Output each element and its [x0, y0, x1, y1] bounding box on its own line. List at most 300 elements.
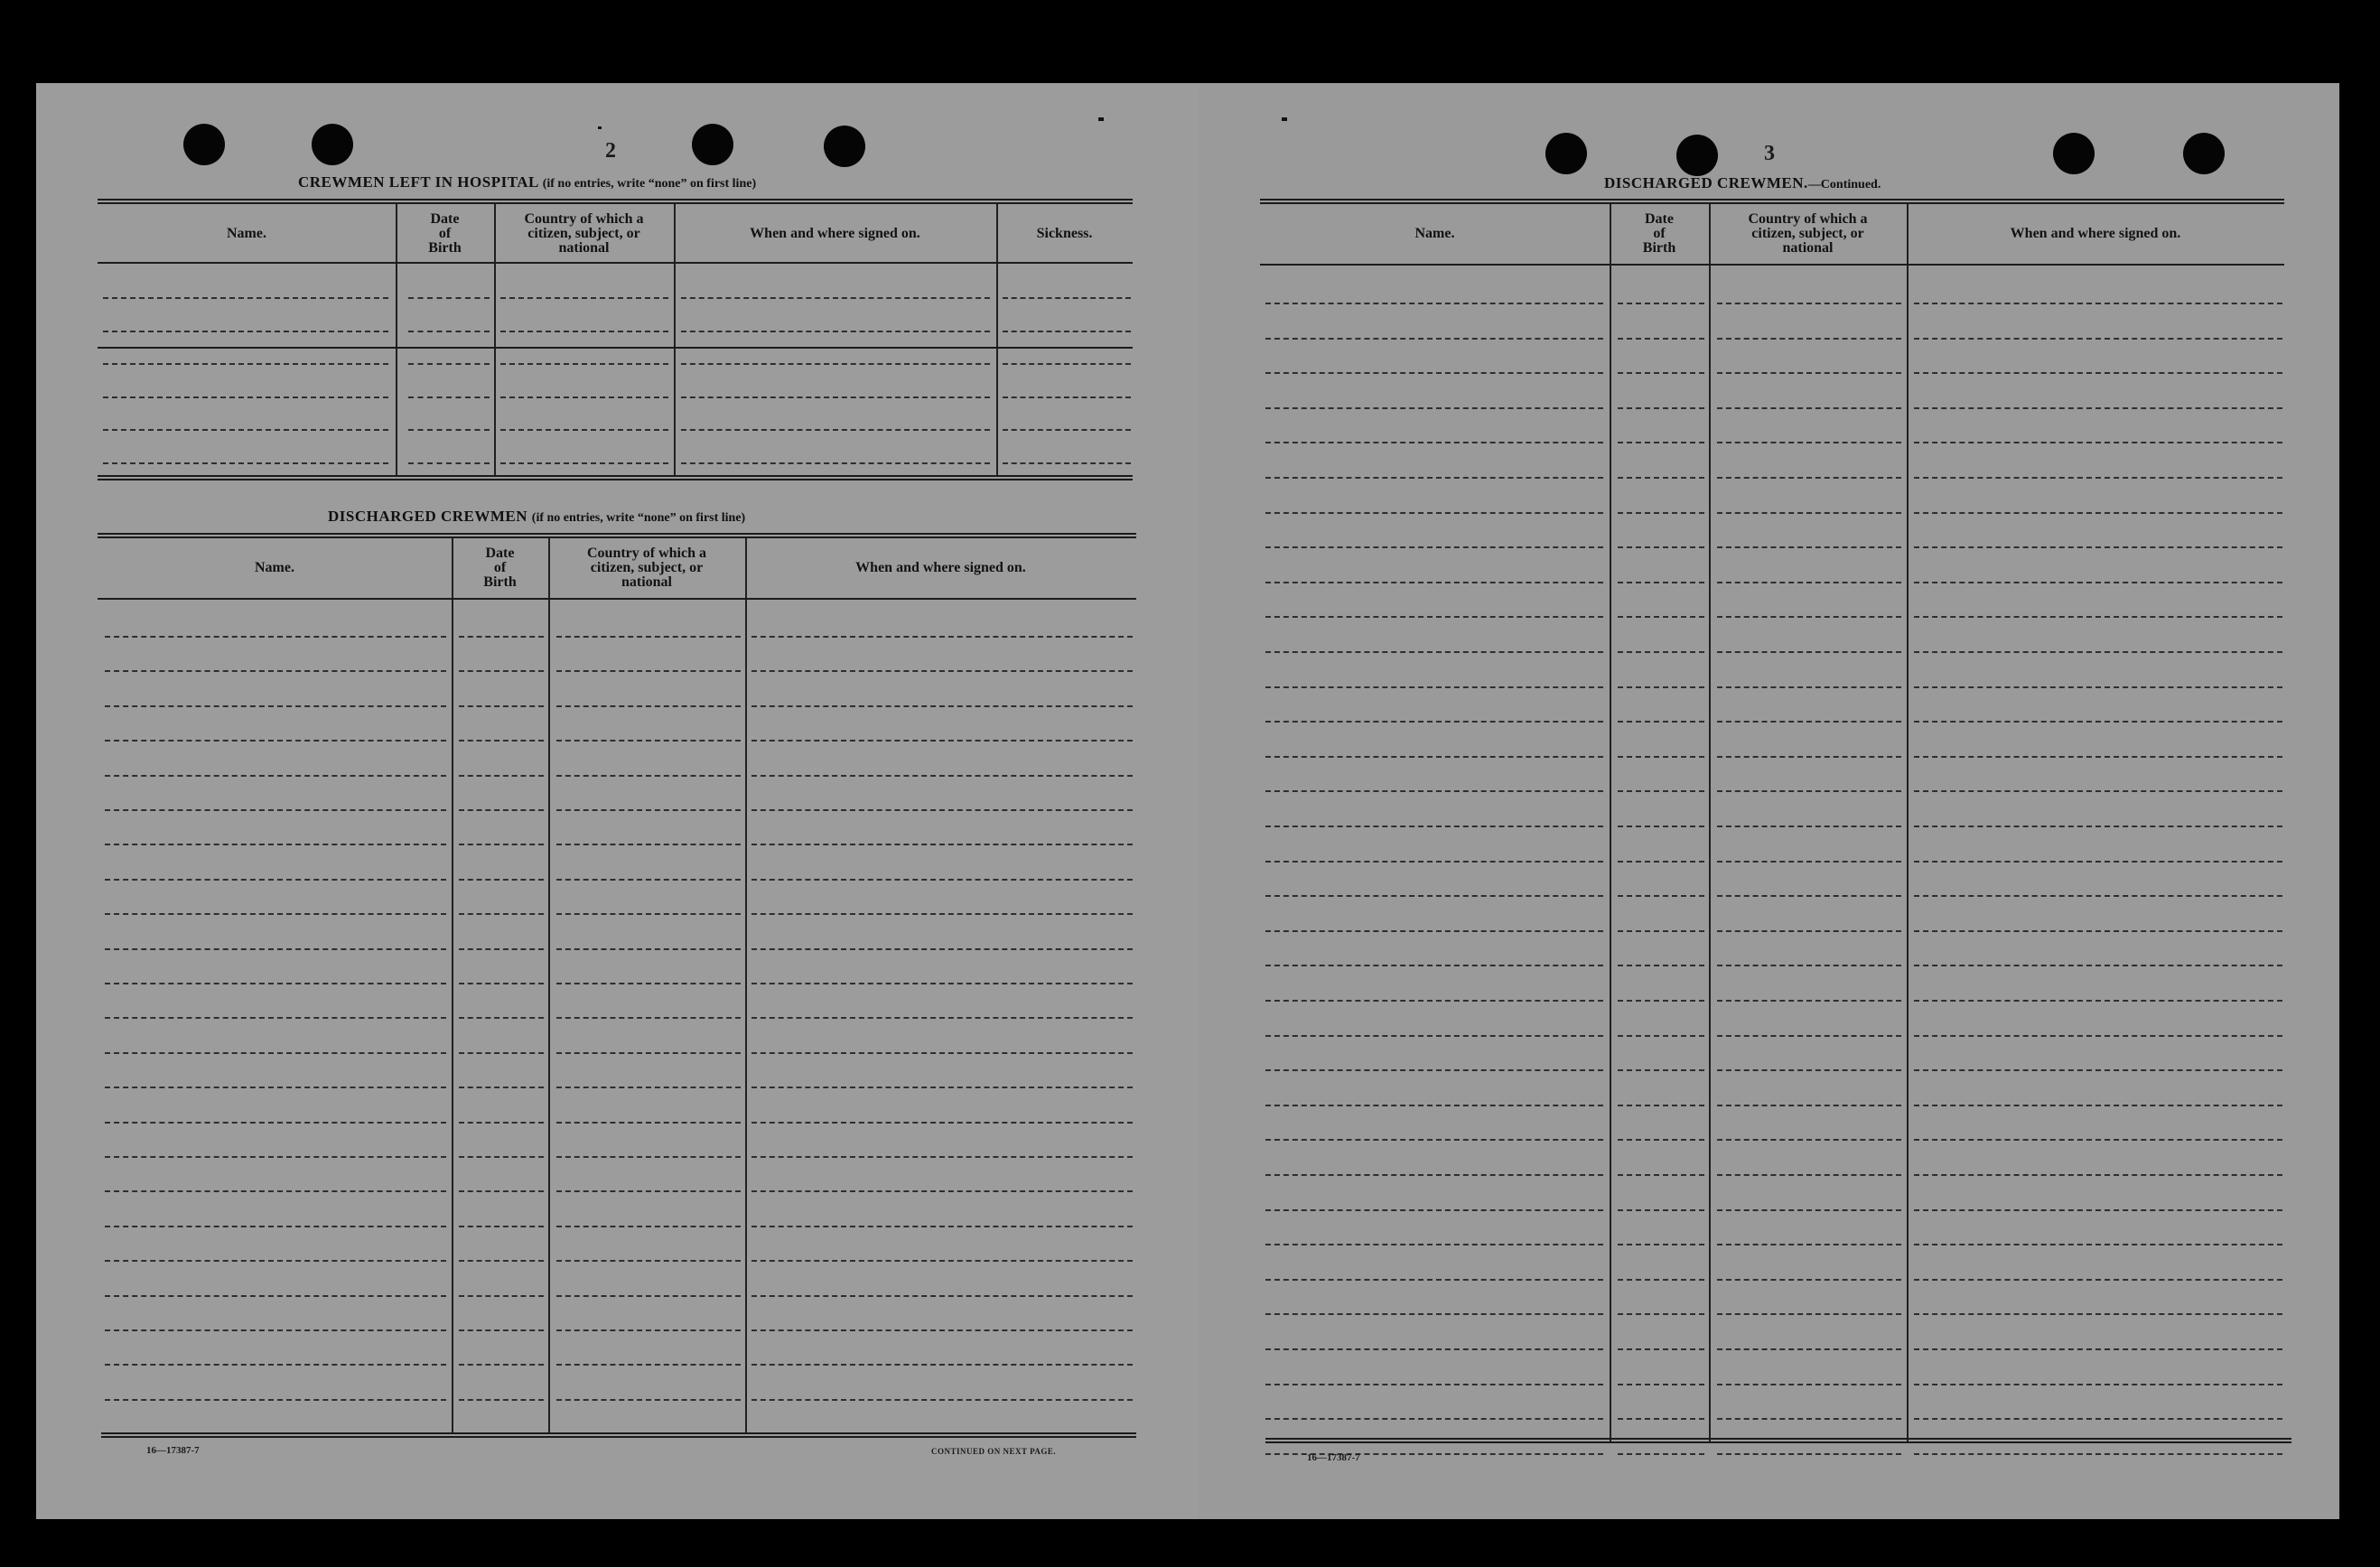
entry-line: [751, 1364, 1133, 1366]
entry-line: [1003, 331, 1131, 332]
entry-line: [103, 396, 388, 398]
punch-hole: [312, 124, 353, 165]
entry-line: [1914, 1313, 2282, 1315]
entry-line: [408, 429, 490, 431]
entry-line: [556, 705, 741, 707]
entry-line: [1265, 1384, 1603, 1385]
entry-line: [751, 636, 1133, 638]
entry-line: [1717, 1453, 1901, 1455]
entry-line: [1717, 1313, 1901, 1315]
entry-line: [1717, 861, 1901, 863]
header-underline: [98, 598, 1136, 600]
entry-line: [751, 1190, 1133, 1192]
dob-column-header: [1610, 204, 1709, 264]
entry-line: [556, 948, 741, 950]
entry-line: [1265, 1313, 1603, 1315]
entry-line: [1618, 1174, 1704, 1176]
entry-line: [1618, 1279, 1704, 1281]
entry-line: [408, 396, 490, 398]
entry-line: [1265, 372, 1603, 374]
punch-hole: [2053, 133, 2095, 174]
entry-line: [556, 1295, 741, 1297]
entry-line: [103, 331, 388, 332]
entry-line: [751, 844, 1133, 845]
entry-line: [1003, 363, 1131, 365]
entry-line: [1618, 1069, 1704, 1071]
speck: [1282, 117, 1287, 121]
punch-hole: [824, 126, 865, 167]
dob-line: Birth: [483, 574, 517, 590]
entry-line: [1914, 1384, 2282, 1385]
entry-line: [459, 1087, 544, 1088]
entry-line: [1914, 1453, 2282, 1455]
entry-line: [1265, 965, 1603, 966]
entry-line: [556, 1329, 741, 1331]
entry-line: [1003, 297, 1131, 299]
entry-line: [681, 396, 990, 398]
entry-line: [751, 1052, 1133, 1054]
entry-line: [105, 879, 446, 881]
entry-line: [459, 775, 544, 777]
entry-line: [105, 636, 446, 638]
entry-line: [751, 670, 1133, 672]
entry-line: [1717, 1069, 1901, 1071]
entry-line: [1618, 407, 1704, 409]
entry-line: [500, 297, 668, 299]
entry-line: [556, 983, 741, 984]
entry-line: [1265, 407, 1603, 409]
entry-line: [1265, 861, 1603, 863]
country-line: national: [1782, 240, 1834, 256]
entry-line: [1914, 407, 2282, 409]
entry-line: [1914, 442, 2282, 443]
country-line: Country of which a: [524, 211, 644, 227]
entry-line: [751, 948, 1133, 950]
entry-line: [105, 913, 446, 915]
entry-line: [1003, 396, 1131, 398]
entry-line: [1717, 1279, 1901, 1281]
entry-line: [1717, 1418, 1901, 1420]
column-divider: [1907, 204, 1909, 1441]
entry-line: [1914, 1279, 2282, 1281]
entry-line: [1618, 1418, 1704, 1420]
entry-line: [1717, 512, 1901, 514]
entry-line: [1265, 930, 1603, 932]
entry-line: [459, 1156, 544, 1158]
entry-line: [1914, 930, 2282, 932]
entry-line: [556, 1156, 741, 1158]
entry-line: [105, 705, 446, 707]
entry-line: [1618, 825, 1704, 827]
entry-line: [556, 844, 741, 845]
entry-line: [1914, 1069, 2282, 1071]
entry-line: [751, 740, 1133, 742]
discharged-continued-title: [1604, 174, 1881, 192]
entry-line: [105, 809, 446, 811]
hospital-section-title: [298, 173, 756, 191]
discharged-title-text: DISCHARGED CREWMEN: [328, 508, 528, 525]
entry-line: [105, 1052, 446, 1054]
entry-line: [556, 1399, 741, 1401]
entry-line: [1717, 1105, 1901, 1106]
continued-title-text: DISCHARGED CREWMEN.: [1604, 174, 1808, 191]
entry-line: [1618, 372, 1704, 374]
entry-line: [500, 396, 668, 398]
entry-line: [751, 1122, 1133, 1124]
entry-line: [1914, 1105, 2282, 1106]
entry-line: [1717, 442, 1901, 443]
entry-line: [751, 1295, 1133, 1297]
entry-line: [556, 1052, 741, 1054]
country-line: citizen, subject, or: [590, 560, 704, 575]
entry-line: [1717, 965, 1901, 966]
entry-line: [1265, 756, 1603, 758]
entry-line: [105, 670, 446, 672]
entry-line: [751, 1329, 1133, 1331]
entry-line: [105, 1295, 446, 1297]
entry-line: [1618, 965, 1704, 966]
entry-line: [1914, 825, 2282, 827]
entry-line: [1914, 303, 2282, 304]
entry-line: [459, 1052, 544, 1054]
page-number: 2: [605, 139, 616, 163]
dob-line: Birth: [1642, 240, 1676, 256]
entry-line: [105, 1017, 446, 1019]
entry-line: [1618, 686, 1704, 688]
entry-line: [1618, 790, 1704, 792]
column-divider: [1709, 204, 1711, 1441]
entry-line: [1618, 477, 1704, 479]
entry-line: [1618, 338, 1704, 340]
entry-line: [751, 1226, 1133, 1227]
entry-line: [105, 740, 446, 742]
entry-line: [1914, 1000, 2282, 1002]
entry-line: [103, 462, 388, 464]
entry-line: [459, 1190, 544, 1192]
entry-line: [1618, 1313, 1704, 1315]
entry-line: [556, 670, 741, 672]
entry-line: [103, 297, 388, 299]
entry-line: [105, 1399, 446, 1401]
entry-line: [459, 1329, 544, 1331]
entry-line: [1914, 861, 2282, 863]
entry-line: [1618, 651, 1704, 653]
entry-line: [1265, 1174, 1603, 1176]
entry-line: [1914, 1035, 2282, 1037]
entry-line: [105, 1364, 446, 1366]
entry-line: [459, 1399, 544, 1401]
hospital-table: [98, 204, 1133, 477]
column-divider: [548, 538, 550, 1434]
country-line: Country of which a: [586, 546, 706, 561]
entry-line: [1717, 616, 1901, 618]
page-number: 3: [1764, 142, 1775, 165]
entry-line: [1717, 1244, 1901, 1245]
speck: [598, 126, 602, 129]
header-underline: [1260, 264, 2284, 266]
entry-line: [1717, 1174, 1901, 1176]
entry-line: [751, 1087, 1133, 1088]
entry-line: [103, 429, 388, 431]
entry-line: [751, 1017, 1133, 1019]
entry-line: [459, 913, 544, 915]
dob-line: of: [1653, 226, 1666, 241]
entry-line: [1914, 895, 2282, 897]
entry-line: [1717, 756, 1901, 758]
entry-line: [1618, 1105, 1704, 1106]
entry-line: [1914, 512, 2282, 514]
name-column-header: Name.: [255, 560, 294, 575]
discharged-subtitle-text: (if no entries, write “none” on first line): [531, 511, 746, 525]
entry-line: [1265, 442, 1603, 443]
dob-line: Date: [1645, 211, 1674, 227]
entry-line: [1914, 582, 2282, 583]
entry-line: [408, 297, 490, 299]
entry-line: [459, 636, 544, 638]
dob-line: Date: [430, 211, 460, 227]
entry-line: [1618, 1209, 1704, 1211]
entry-line: [1265, 1348, 1603, 1350]
entry-line: [1914, 1348, 2282, 1350]
entry-line: [556, 913, 741, 915]
entry-line: [556, 1226, 741, 1227]
entry-line: [1618, 1139, 1704, 1141]
discharged-table: [98, 538, 1136, 1441]
entry-line: [1265, 686, 1603, 688]
entry-line: [681, 331, 990, 332]
entry-line: [459, 809, 544, 811]
punch-hole: [183, 124, 225, 165]
entry-line: [1265, 582, 1603, 583]
left-page: [36, 83, 1199, 1519]
entry-line: [105, 948, 446, 950]
entry-line: [1914, 721, 2282, 723]
name-column-header: Name.: [1414, 226, 1455, 241]
signed-on-column-header: When and where signed on.: [855, 560, 1026, 575]
section-end-rule: [101, 1432, 1136, 1438]
country-column-header: [494, 204, 674, 264]
entry-line: [459, 1260, 544, 1262]
entry-line: [751, 983, 1133, 984]
header-underline: [98, 347, 1133, 349]
form-code: 16—17387-7: [146, 1445, 200, 1456]
speck: [1098, 117, 1104, 121]
entry-line: [459, 948, 544, 950]
entry-line: [1914, 1418, 2282, 1420]
column-divider: [745, 538, 747, 1434]
entry-line: [1717, 1348, 1901, 1350]
entry-line: [500, 363, 668, 365]
entry-line: [1265, 825, 1603, 827]
entry-line: [1003, 462, 1131, 464]
entry-line: [105, 1190, 446, 1192]
entry-line: [1914, 1139, 2282, 1141]
entry-line: [1914, 1244, 2282, 1245]
entry-line: [1618, 861, 1704, 863]
entry-line: [1717, 1035, 1901, 1037]
hospital-subtitle-text: (if no entries, write “none” on first line): [542, 177, 757, 191]
country-line: citizen, subject, or: [527, 226, 640, 241]
entry-line: [1914, 686, 2282, 688]
entry-line: [1717, 1209, 1901, 1211]
entry-line: [1914, 790, 2282, 792]
entry-line: [1265, 546, 1603, 548]
entry-line: [500, 462, 668, 464]
entry-line: [1618, 1035, 1704, 1037]
entry-line: [751, 879, 1133, 881]
entry-line: [1717, 895, 1901, 897]
entry-line: [459, 879, 544, 881]
entry-line: [556, 1087, 741, 1088]
entry-line: [556, 809, 741, 811]
entry-line: [1914, 372, 2282, 374]
entry-line: [408, 331, 490, 332]
entry-line: [1265, 616, 1603, 618]
entry-line: [1914, 965, 2282, 966]
header-underline: [98, 262, 1133, 264]
entry-line: [408, 363, 490, 365]
entry-line: [459, 1295, 544, 1297]
section-end-rule: [1265, 1438, 2291, 1443]
entry-line: [1618, 582, 1704, 583]
entry-line: [459, 705, 544, 707]
entry-line: [556, 879, 741, 881]
entry-line: [1265, 1209, 1603, 1211]
entry-line: [105, 1156, 446, 1158]
entry-line: [1618, 546, 1704, 548]
punch-hole: [1545, 133, 1587, 174]
entry-line: [556, 1190, 741, 1192]
entry-line: [105, 775, 446, 777]
entry-line: [1618, 930, 1704, 932]
entry-line: [1618, 1348, 1704, 1350]
entry-line: [751, 809, 1133, 811]
entry-line: [105, 1329, 446, 1331]
country-line: citizen, subject, or: [1751, 226, 1864, 241]
country-line: Country of which a: [1748, 211, 1868, 227]
entry-line: [1265, 1139, 1603, 1141]
country-line: national: [621, 574, 672, 590]
punch-hole: [1676, 135, 1718, 176]
entry-line: [1717, 651, 1901, 653]
entry-line: [1717, 1000, 1901, 1002]
entry-line: [1618, 895, 1704, 897]
entry-line: [1914, 616, 2282, 618]
entry-line: [459, 1226, 544, 1227]
entry-line: [459, 1364, 544, 1366]
entry-line: [1717, 930, 1901, 932]
right-page: [1199, 83, 2339, 1519]
entry-line: [1265, 1244, 1603, 1245]
entry-line: [1265, 338, 1603, 340]
entry-line: [556, 1260, 741, 1262]
entry-line: [1717, 372, 1901, 374]
country-line: national: [558, 240, 610, 256]
entry-line: [1265, 1035, 1603, 1037]
entry-line: [1265, 477, 1603, 479]
entry-line: [751, 913, 1133, 915]
entry-line: [751, 775, 1133, 777]
entry-line: [459, 1017, 544, 1019]
entry-line: [681, 363, 990, 365]
entry-line: [105, 1226, 446, 1227]
entry-line: [1618, 1244, 1704, 1245]
entry-line: [1265, 1105, 1603, 1106]
form-code: 16—17387-7: [1307, 1452, 1360, 1463]
entry-line: [105, 1260, 446, 1262]
entry-line: [1265, 1418, 1603, 1420]
section-end-rule: [98, 475, 1133, 480]
entry-line: [1717, 338, 1901, 340]
name-column-header: Name.: [227, 226, 266, 241]
entry-line: [1717, 303, 1901, 304]
sickness-column-header: Sickness.: [1036, 226, 1093, 241]
entry-line: [105, 1087, 446, 1088]
entry-line: [1265, 721, 1603, 723]
country-column-header: [548, 538, 745, 598]
entry-line: [1717, 546, 1901, 548]
entry-line: [1717, 407, 1901, 409]
signed-on-column-header: When and where signed on.: [750, 226, 920, 241]
entry-line: [459, 1122, 544, 1124]
entry-line: [1265, 790, 1603, 792]
entry-line: [1914, 338, 2282, 340]
entry-line: [681, 462, 990, 464]
entry-line: [556, 1017, 741, 1019]
entry-line: [751, 1260, 1133, 1262]
punch-hole: [2183, 133, 2225, 174]
entry-line: [408, 462, 490, 464]
entry-line: [751, 705, 1133, 707]
entry-line: [1717, 582, 1901, 583]
entry-line: [1265, 1069, 1603, 1071]
entry-line: [1717, 1139, 1901, 1141]
dob-column-header: [396, 204, 494, 264]
dob-column-header: [452, 538, 548, 598]
entry-line: [1717, 790, 1901, 792]
entry-line: [1618, 616, 1704, 618]
column-divider: [1610, 204, 1611, 1441]
entry-line: [1717, 721, 1901, 723]
entry-line: [751, 1156, 1133, 1158]
entry-line: [1265, 1279, 1603, 1281]
entry-line: [500, 429, 668, 431]
dob-line: Birth: [428, 240, 462, 256]
entry-line: [459, 740, 544, 742]
entry-line: [459, 983, 544, 984]
entry-line: [105, 1122, 446, 1124]
dob-line: Date: [485, 546, 515, 561]
punch-hole: [692, 124, 733, 165]
entry-line: [105, 844, 446, 845]
entry-line: [1618, 442, 1704, 443]
entry-line: [1717, 686, 1901, 688]
entry-line: [500, 331, 668, 332]
entry-line: [1717, 1384, 1901, 1385]
country-column-header: [1709, 204, 1907, 264]
entry-line: [1265, 303, 1603, 304]
entry-line: [103, 363, 388, 365]
entry-line: [1914, 1209, 2282, 1211]
entry-line: [1914, 651, 2282, 653]
entry-line: [105, 983, 446, 984]
entry-line: [1265, 512, 1603, 514]
entry-line: [1618, 1384, 1704, 1385]
entry-line: [556, 1122, 741, 1124]
signed-on-column-header: When and where signed on.: [2010, 226, 2181, 241]
column-divider: [452, 538, 453, 1434]
entry-line: [1265, 1000, 1603, 1002]
